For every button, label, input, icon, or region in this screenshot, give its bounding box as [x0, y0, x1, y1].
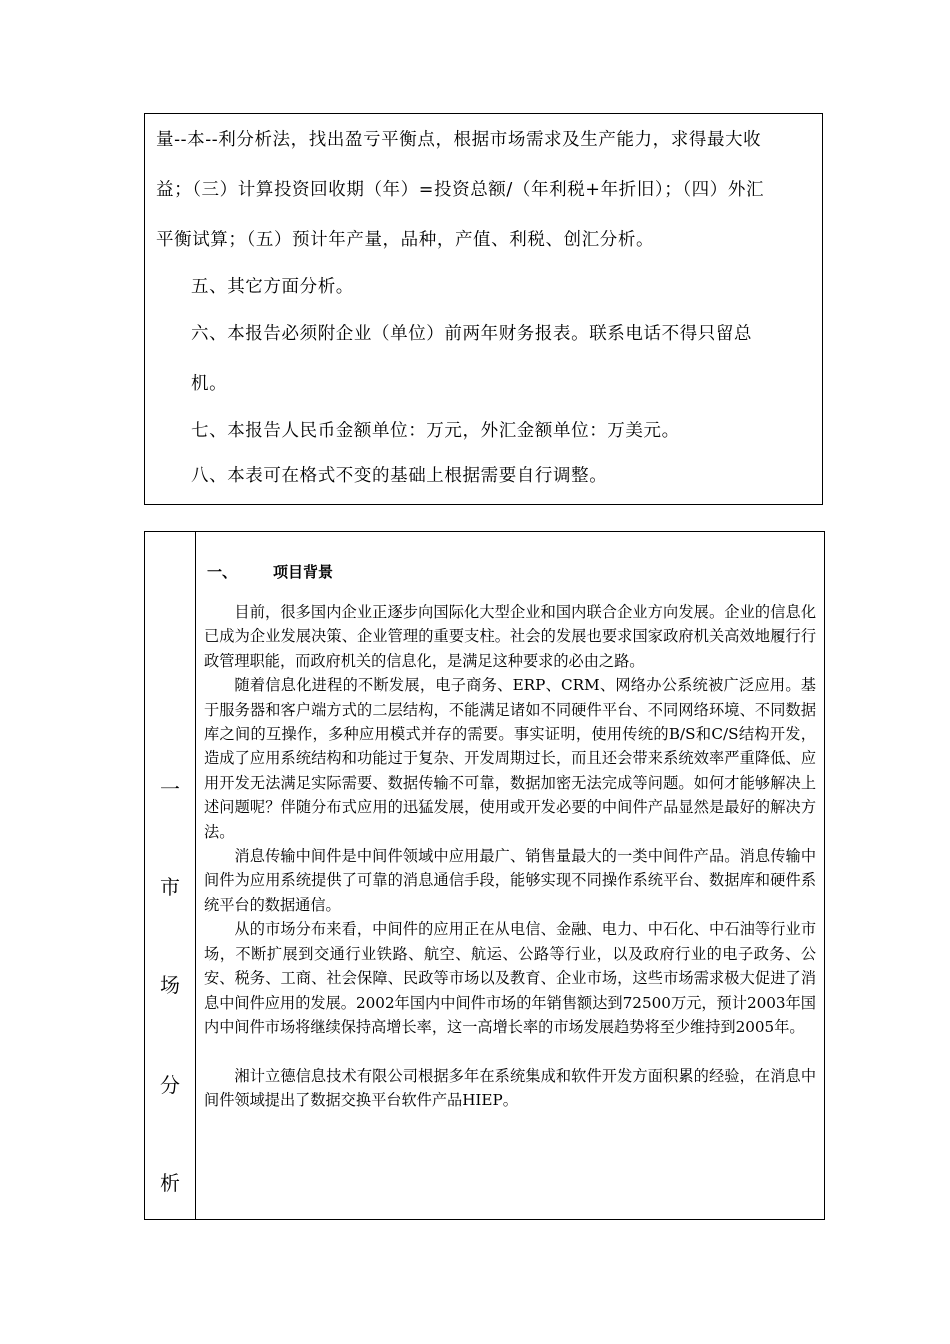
section-label-char-2: 市 [160, 875, 180, 899]
notes-line-3: 平衡试算；（五）预计年产量，品种，产值、利税、创汇分析。 [156, 230, 655, 250]
notes-line-1: 量--本--利分析法，找出盈亏平衡点，根据市场需求及生产能力，求得最大收 [156, 130, 762, 150]
paragraph-4: 从的市场分布来看，中间件的应用正在从电信、金融、电力、中石化、中石油等行业市场，不断扩展到交通行业铁路、航空、航运、公路等行业，以及政府行业的电子政务、公安、税务、工商、社会保障、民政等市场以及教育、企业市场，这些市场需求极大促进了消息中间件应用的发展。2002年国内中间件市场的年销售额达到72500万元，预计2003年国内中间件市场将继续保持高增长率，这一高增长率的市场发展趋势将至少维持到2005年。 [204, 920, 816, 1036]
paragraph-1: 目前，很多国内企业正逐步向国际化大型企业和国内联合企业方向发展。企业的信息化已成为企业发展决策、企业管理的重要支柱。社会的发展也要求国家政府机关高效地履行行政管理职能，而政府机关的信息化，是满足这种要求的必由之路。 [204, 603, 816, 670]
paragraph-3: 消息传输中间件是中间件领域中应用最广、销售量最大的一类中间件产品。消息传输中间件为应用系统提供了可靠的消息通信手段，能够实现不同操作系统平台、数据库和硬件系统平台的数据通信。 [204, 847, 816, 914]
notes-line-6: 机。 [191, 374, 228, 394]
section-heading [207, 560, 333, 584]
section-label-char-1: 一 [160, 777, 180, 801]
market-analysis-table [144, 531, 825, 1220]
paragraph-5: 湘计立德信息技术有限公司根据多年在系统集成和软件开发方面积累的经验，在消息中间件领域提出了数据交换平台软件产品HIEP。 [204, 1066, 816, 1110]
heading-title: 项目背景 [273, 563, 334, 581]
paragraph-2: 随着信息化进程的不断发展，电子商务、ERP、CRM、网络办公系统被广泛应用。基于服务器和客户端方式的二层结构，不能满足诸如不同硬件平台、不同网络环境、不同数据库之间的互操作，多种应用模式并存的需要。事实证明，使用传统的B/S和C/S结构开发，造成了应用系统结构和功能过于复杂、开发周期过长，而且还会带来系统效率严重降低、应用开发无法满足实际需要、数据传输不可靠，数据加密无法完成等问题。如何才能够解决上述问题呢？伴随分布式应用的迅猛发展，使用或开发必要的中间件产品显然是最好的解决方法。 [204, 676, 816, 841]
notes-line-5: 六、本报告必须附企业（单位）前两年财务报表。联系电话不得只留总 [191, 324, 753, 344]
notes-box [144, 113, 823, 505]
section-body [204, 600, 816, 1113]
notes-line-4: 五、其它方面分析。 [191, 277, 354, 297]
notes-line-2: 益；（三）计算投资回收期（年）=投资总额/（年利税+年折旧）；（四）外汇 [156, 180, 765, 200]
column-divider [195, 532, 196, 1219]
notes-line-7: 七、本报告人民币金额单位：万元，外汇金额单位：万美元。 [191, 421, 680, 441]
heading-number: 一、 [207, 563, 238, 581]
section-label-char-4: 分 [160, 1073, 180, 1097]
section-label-char-5: 析 [160, 1171, 180, 1195]
section-label-char-3: 场 [160, 973, 180, 997]
notes-line-8: 八、本表可在格式不变的基础上根据需要自行调整。 [191, 466, 608, 486]
